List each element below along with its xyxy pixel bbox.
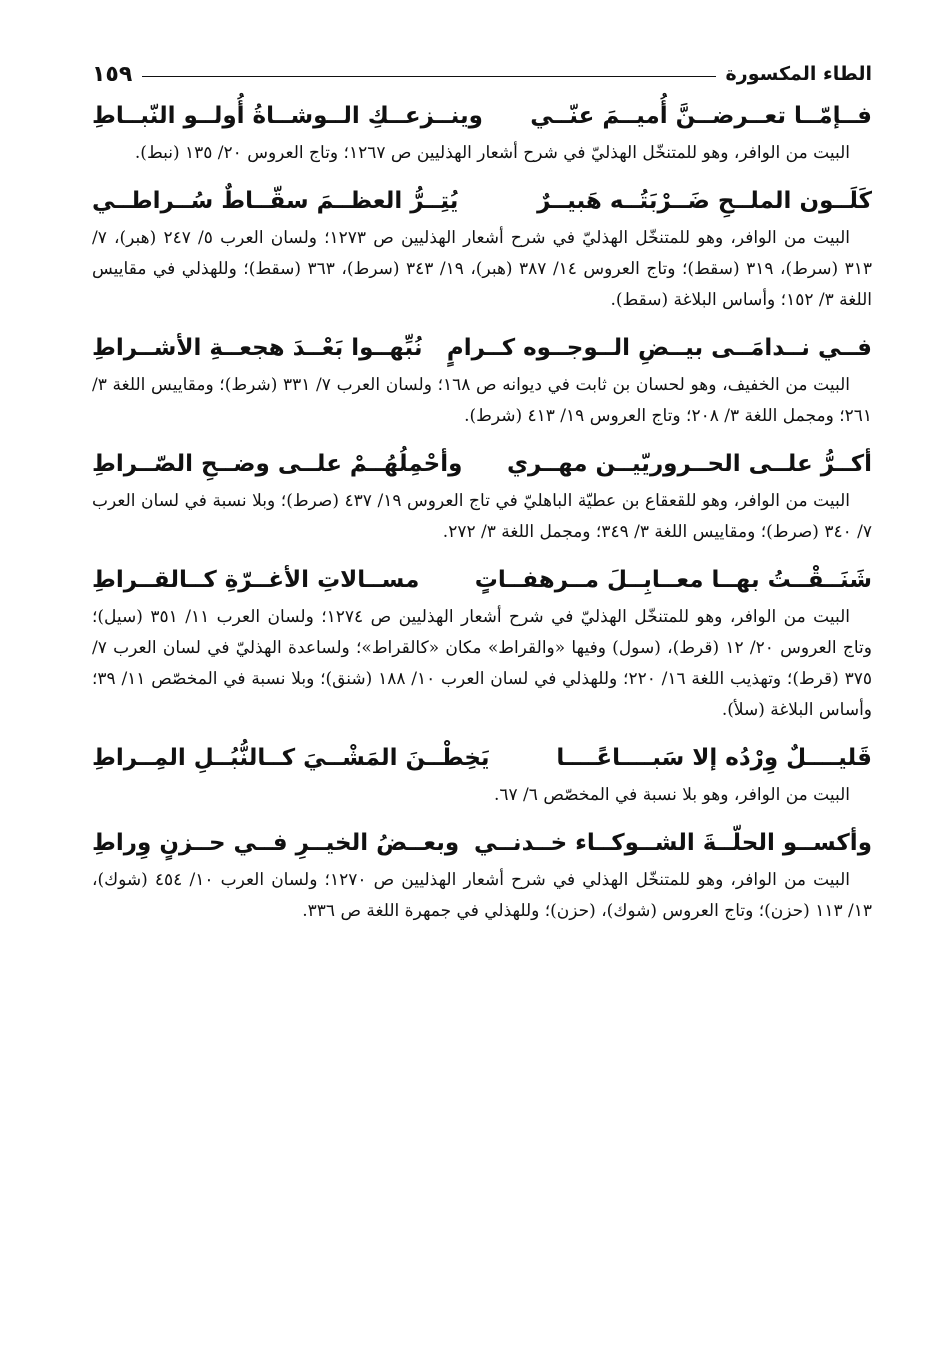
verse-line (92, 738, 872, 778)
verse-commentary: البيت من الوافر، وهو بلا نسبة في المخصّص ٦/ ٦٧. (493, 785, 850, 805)
verse-line (92, 444, 872, 484)
verse-line (92, 181, 872, 221)
verse-entry-7 (92, 823, 872, 927)
verse-line (92, 96, 872, 136)
verse-hemistich-second: مســالاتِ الأغــرّةِ كــالقــراطِ (92, 567, 420, 593)
verse-entry-4 (92, 444, 872, 548)
verse-hemistich-first: أكــرُّ علــى الحــروريّيــن مهــري (506, 451, 872, 477)
verse-hemistich-second: نُبِّهــوا بَعْــدَ هجعــةِ الأشــراطِ (92, 335, 423, 361)
header-rule (142, 76, 715, 77)
verse-entry-2 (92, 181, 872, 316)
verse-entry-5 (92, 560, 872, 726)
chapter-title: الطاء المكسورة (725, 63, 872, 85)
verse-entry-3 (92, 328, 872, 432)
verse-commentary: البيت من الوافر، وهو للمتنخّل الهذليّ في شرح أشعار الهذليين ص ١٢٧٣؛ ولسان العرب ٥/ ٢٤٧ (هبر)، ٧/ ٣١٣ (سرط)، ٣١٩ (سقط)؛ وتاج العروس ١٤/ ٣٨٧ (هبر)، ١٩/ ٣٤٣ (سرط)، ٣٦٣ (سقط)؛ وللهذلي في مقاييس اللغة ٣/ ١٥٢؛ وأساس البلاغة (سقط). (92, 228, 872, 310)
verse-hemistich-second: يُتِــرُّ العظــمَ سقّــاطٌ سُــراطــي (92, 188, 459, 214)
verse-commentary: البيت من الوافر، وهو للقعقاع بن عطيّة الباهليّ في تاج العروس ١٩/ ٤٣٧ (صرط)؛ وبلا نسبة في لسان العرب ٧/ ٣٤٠ (صرط)؛ ومقاييس اللغة ٣/ ٣٤٩؛ ومجمل اللغة ٣/ ٢٧٢. (92, 491, 872, 542)
verse-hemistich-second: وينــزعــكِ الــوشــاةُ أُولــو النّبــاطِ (92, 103, 483, 129)
verse-hemistich-second: يَخِطْــنَ المَشْــيَ كــالنُّبُــلِ المِــراطِ (92, 745, 490, 771)
verse-hemistich-first: فــإمّــا تعــرضــنَّ أُميــمَ عنّــي (530, 103, 872, 129)
verse-hemistich-first: شَنَــقْــتُ بهــا معــابِــلَ مــرهفــاتٍ (474, 567, 872, 593)
verse-line (92, 328, 872, 368)
verse-commentary: البيت من الخفيف، وهو لحسان بن ثابت في ديوانه ص ١٦٨؛ ولسان العرب ٧/ ٣٣١ (شرط)؛ ومقاييس اللغة ٣/ ٢٦١؛ ومجمل اللغة ٣/ ٢٠٨؛ وتاج العروس ١٩/ ٤١٣ (شرط). (92, 375, 872, 426)
running-header (92, 56, 872, 92)
verse-entry-1 (92, 96, 872, 169)
verse-hemistich-first: كَلَــون الملــحِ ضَــرْبَتُــه هَبيــرٌ (537, 188, 872, 214)
verse-hemistich-first: وأكســو الحلّــةَ الشــوكــاء خــدنــي (473, 830, 872, 856)
verse-commentary: البيت من الوافر، وهو للمتنخّل الهذلي في شرح أشعار الهذليين ص ١٢٧٠؛ ولسان العرب ١٠/ ٤٥٤ (شوك)، ١٣/ ١١٣ (حزن)؛ وتاج العروس (شوك)، (حزن)؛ وللهذلي في جمهرة اللغة ص ٣٣٦. (92, 870, 872, 921)
verse-hemistich-first: فــي نــدامَــى بيــضِ الــوجــوه كــرامٍ (446, 335, 872, 361)
verse-commentary: البيت من الوافر، وهو للمتنخّل الهذليّ في شرح أشعار الهذليين ص ١٢٦٧؛ وتاج العروس ٢٠/ ١٣٥ (نبط). (134, 143, 850, 163)
verse-line (92, 823, 872, 863)
verse-hemistich-second: وبعــضُ الخيــرِ فــي حــزنٍ وِراطِ (92, 830, 460, 856)
verse-hemistich-second: وأحْمِلُهُــمْ علــى وضــحِ الصّــراطِ (92, 451, 463, 477)
verse-line (92, 560, 872, 600)
verse-entry-6 (92, 738, 872, 811)
verse-commentary: البيت من الوافر، وهو للمتنخّل الهذليّ في شرح أشعار الهذليين ص ١٢٧٤؛ ولسان العرب ١١/ ٣٥١ (سيل)؛ وتاج العروس ٢٠/ ١٢ (قرط)، (سول) وفيها «والقراط» مكان «كالقراط»؛ ولساعدة الهذليّ في لسان العرب ٧/ ٣٧٥ (قرط)؛ وتهذيب اللغة ١٦/ ٢٢٠؛ وللهذلي في لسان العرب ١٠/ ١٨٨ (شنق)؛ وبلا نسبة في المخصّص ١١/ ٣٩؛ وأساس البلاغة (سلأ). (92, 607, 872, 720)
book-page (92, 56, 872, 1339)
page-number: ١٥٩ (92, 61, 133, 87)
verse-hemistich-first: قَليــــلٌ وِرْدُه إلا سَبــــاعًــــا (556, 745, 872, 771)
